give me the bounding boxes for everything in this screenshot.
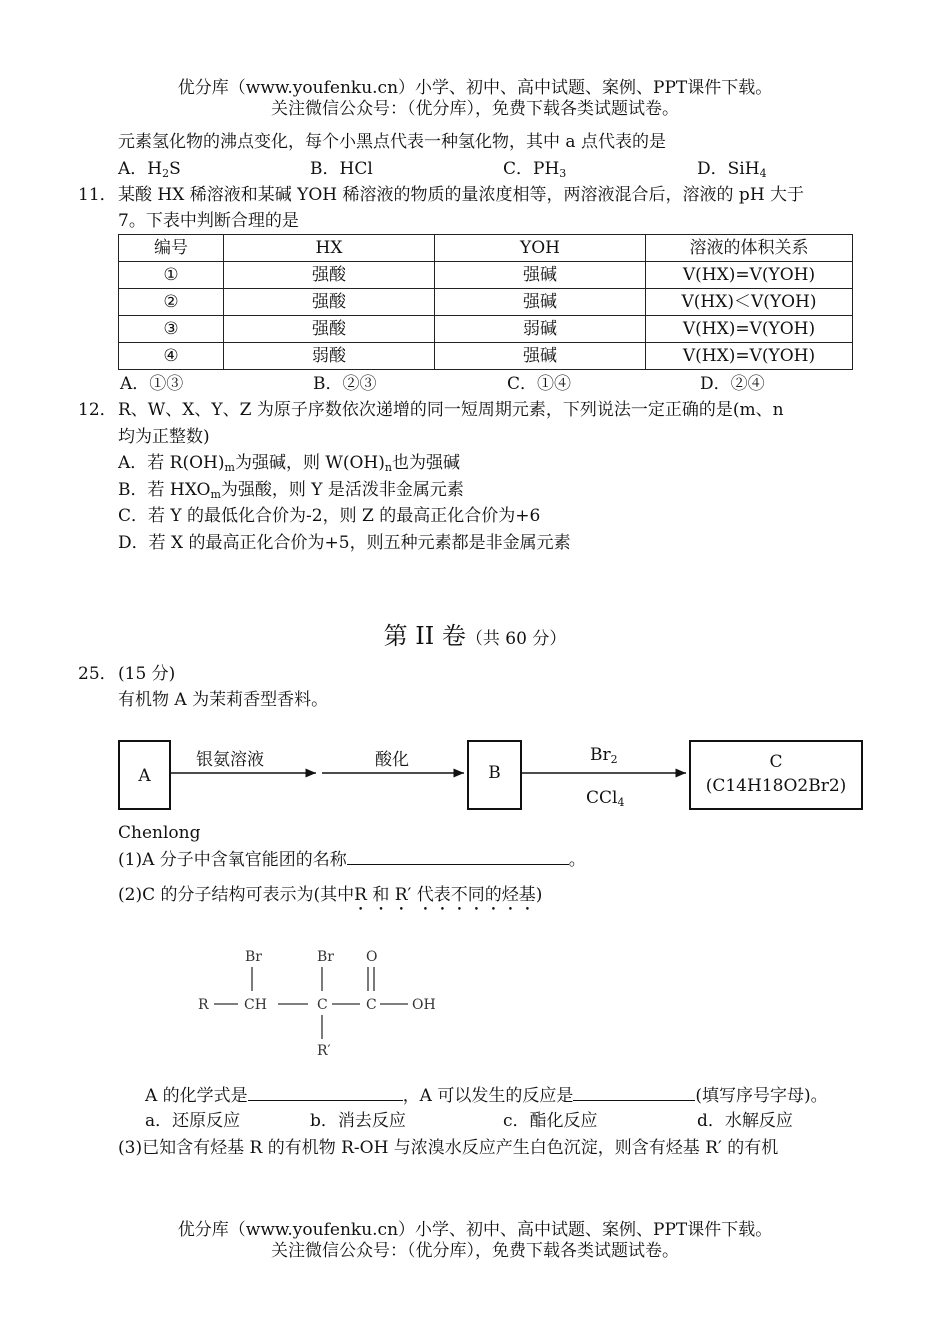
q25-sub2: (2)C 的分子结构可表示为(其中R 和 R′ 代表不同的烃基): [118, 885, 543, 905]
section-title: 第 II 卷（共 60 分）: [383, 622, 567, 650]
answer-blank-3[interactable]: [573, 1084, 695, 1101]
reaction-option-c: c．酯化反应: [503, 1111, 598, 1131]
table-cell: 强碱: [435, 262, 646, 289]
q12-option-b: B．若 $HXO_m$为强酸，则 Y 是活泼非金属元素: [118, 480, 464, 501]
table-cell: V(HX)＜V(YOH): [646, 289, 853, 316]
box-a-label: A: [138, 766, 151, 786]
atom-c1: C: [317, 997, 328, 1013]
atom-br-1: Br: [245, 949, 262, 965]
q25-number: 25．: [78, 664, 117, 684]
atom-oh: OH: [412, 997, 436, 1013]
q12-option-c: C．若 Y 的最低化合价为-2，则 Z 的最高正化合价为+6: [118, 506, 541, 526]
table-cell: ④: [119, 343, 224, 370]
reaction-option-a: a．还原反应: [145, 1111, 241, 1131]
table-cell: 强酸: [224, 262, 435, 289]
arrow-3-top-label: $Br_2$: [590, 745, 618, 766]
table-header-cell: YOH: [435, 235, 646, 262]
footer-line-2: 关注微信公众号：（优分库），免费下载各类试题试卷。: [271, 1241, 679, 1261]
box-c-label: C: [769, 752, 783, 772]
table-cell: 强碱: [435, 289, 646, 316]
table-cell: 弱酸: [224, 343, 435, 370]
q12-number: 12．: [78, 400, 117, 420]
table-cell: ②: [119, 289, 224, 316]
table-cell: ③: [119, 316, 224, 343]
table-header-cell: 溶液的体积关系: [646, 235, 853, 262]
table-header-cell: 编号: [119, 235, 224, 262]
table-cell: V(HX)=V(YOH): [646, 316, 853, 343]
q11-option-d: D．②④: [700, 374, 765, 394]
q11-option-b: B．②③: [313, 374, 377, 394]
structure-diagram: [180, 935, 480, 1075]
q11-number: 11．: [78, 185, 117, 205]
q10-option-b: B．HCl: [310, 159, 373, 179]
box-c-formula: (C14H18O2Br2): [705, 776, 847, 796]
arrow-1-label: 银氨溶液: [196, 750, 264, 770]
table-cell: V(HX)=V(YOH): [646, 343, 853, 370]
q10-option-c: C．$PH_3$: [503, 159, 567, 180]
reaction-option-b: b．消去反应: [310, 1111, 406, 1131]
q10-text: 元素氢化物的沸点变化，每个小黑点代表一种氢化物，其中 a 点代表的是: [118, 132, 666, 152]
table-cell: 强酸: [224, 289, 435, 316]
table-cell: 强碱: [435, 343, 646, 370]
q12-option-d: D．若 X 的最高正化合价为+5，则五种元素都是非金属元素: [118, 533, 571, 553]
table-cell: ①: [119, 262, 224, 289]
answer-blank-2[interactable]: [248, 1084, 403, 1101]
arrow-3-bottom-label: CCl$_4$: [586, 788, 625, 809]
atom-r: R: [198, 997, 209, 1013]
q25-sub1: (1)A 分子中含氧官能团的名称 。: [118, 850, 586, 870]
q11-line-2: 7。下表中判断合理的是: [118, 211, 299, 231]
header-line-2: 关注微信公众号：（优分库），免费下载各类试题试卷。: [271, 99, 679, 119]
q11-option-c: C．①④: [507, 374, 572, 394]
chenlong-text: Chenlong: [118, 823, 201, 843]
q11-option-a: A．①③: [120, 374, 184, 394]
atom-o: O: [366, 949, 378, 965]
q12-line-2: 均为正整数): [118, 427, 210, 447]
q12-option-a: A．若 $R(OH)_m$为强碱，则 $W(OH)_n$也为强碱: [118, 453, 460, 474]
q25-score: (15 分): [118, 664, 176, 684]
q25-sub3: (3)已知含有烃基 R 的有机物 R-OH 与浓溴水反应产生白色沉淀，则含有烃基 R′ 的有机: [118, 1138, 779, 1158]
atom-ch: CH: [244, 997, 267, 1013]
reaction-option-d: d．水解反应: [697, 1111, 793, 1131]
arrow-2-label: 酸化: [375, 750, 409, 770]
table-cell: 强酸: [224, 316, 435, 343]
q25-sub2-line: A 的化学式是 ，A 可以发生的反应是 (填写序号字母)。: [145, 1086, 828, 1106]
table-cell: 弱碱: [435, 316, 646, 343]
table-cell: V(HX)=V(YOH): [646, 262, 853, 289]
header-line-1: 优分库（www.youfenku.cn）小学、初中、高中试题、案例、PPT课件下载。: [177, 78, 773, 98]
q12-line-1: R、W、X、Y、Z 为原子序数依次递增的同一短周期元素，下列说法一定正确的是(m、n: [118, 400, 784, 420]
box-b-label: B: [488, 763, 501, 783]
atom-br-2: Br: [317, 949, 334, 965]
answer-blank-1[interactable]: [347, 848, 569, 865]
footer-line-1: 优分库（www.youfenku.cn）小学、初中、高中试题、案例、PPT课件下载。: [177, 1220, 773, 1240]
table-header-cell: HX: [224, 235, 435, 262]
q11-line-1: 某酸 HX 稀溶液和某碱 YOH 稀溶液的物质的量浓度相等，两溶液混合后，溶液的 pH 大于: [118, 185, 805, 205]
atom-r-prime: R′: [317, 1043, 331, 1059]
atom-c2: C: [366, 997, 377, 1013]
q25-intro: 有机物 A 为茉莉香型香料。: [118, 690, 329, 710]
q10-option-a: A．$H_2S$: [118, 159, 181, 180]
q10-option-d: D．SiH$_4$: [697, 159, 767, 180]
